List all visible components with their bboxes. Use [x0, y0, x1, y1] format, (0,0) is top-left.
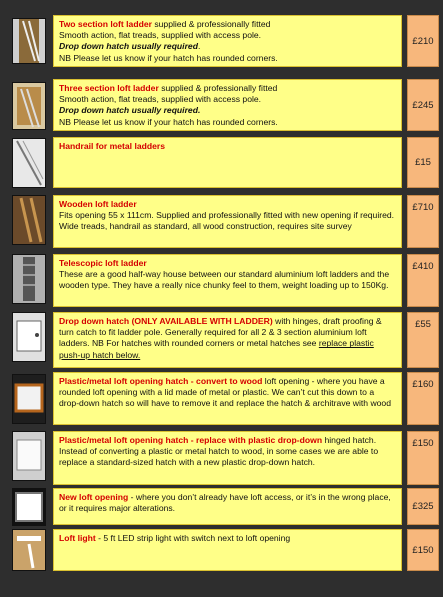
replace-hatch-link[interactable]: replace plastic push-up hatch below. [59, 338, 374, 360]
item-price: £210 [407, 15, 439, 67]
hatch-photo [12, 374, 46, 424]
telescopic-ladder-photo [12, 254, 46, 304]
light-photo [12, 529, 46, 571]
ladder-photo [12, 82, 46, 130]
item-row-convert-to-wood [0, 370, 443, 426]
item-text: supplied & professionally fitted Smooth action, flat treads, supplied with access pole. [59, 19, 271, 41]
item-description [53, 195, 402, 248]
item-description [53, 15, 402, 67]
item-row-wooden-ladder [0, 193, 443, 249]
item-emphasis: Drop down hatch usually required [59, 41, 198, 52]
item-price: £150 [407, 431, 439, 485]
item-text: supplied & professionally fitted Smooth action, flat treads, supplied with access pole. [59, 83, 278, 105]
item-note: . NB Please let us know if your hatch has rounded corners. [59, 41, 278, 63]
item-price: £55 [407, 312, 439, 368]
item-description [53, 529, 402, 571]
item-description [53, 137, 402, 188]
item-row-loft-light [0, 527, 443, 573]
item-row-drop-down-hatch [0, 310, 443, 370]
item-title: Loft light [59, 533, 96, 543]
item-title: Two section loft ladder [59, 19, 152, 29]
item-price: £325 [407, 488, 439, 525]
item-emphasis: Drop down hatch usually required. [59, 105, 201, 116]
item-title: Plastic/metal loft opening hatch - replace with plastic drop-down [59, 435, 323, 445]
item-price: £410 [407, 254, 439, 307]
item-title: Drop down hatch (ONLY AVAILABLE WITH LADDER) [59, 316, 273, 326]
item-row-telescopic-ladder [0, 252, 443, 308]
item-text: with hinges, draft proofing & turn catch to fit ladder pole. Generally required for all 2 & 3 section aluminium loft ladders. NB For hatches with rounded corners or metal hatches see [59, 316, 382, 349]
item-title: Three section loft ladder [59, 83, 159, 93]
item-text: loft opening - where you have a rounded loft opening with a lid made of metal or plastic. We can’t cut this down to a drop-down hatch so will have to remove it and replace the hatch & architrave with wood [59, 376, 391, 409]
item-text: These are a good half-way house between our standard aluminium loft ladders and the wooden type. They have a really nice chunky feel to them, weight loading up to 150Kg. [59, 269, 390, 291]
item-price: £710 [407, 195, 439, 248]
handrail-photo [12, 138, 46, 188]
item-title: Wooden loft ladder [59, 199, 137, 209]
item-price: £160 [407, 372, 439, 425]
item-title: Plastic/metal loft opening hatch - convert to wood [59, 376, 263, 386]
item-description [53, 312, 402, 368]
item-row-two-section-ladder [0, 10, 443, 70]
wooden-ladder-photo [12, 195, 46, 245]
item-row-plastic-drop-down [0, 429, 443, 485]
ladder-photo [12, 18, 46, 64]
item-description [53, 431, 402, 485]
item-text: - where you don’t already have loft access, or it’s in the wrong place, or it requires major alterations. [59, 492, 391, 514]
item-row-new-opening [0, 486, 443, 528]
item-row-three-section-ladder [0, 76, 443, 134]
item-title: Handrail for metal ladders [59, 141, 166, 151]
item-text: Fits opening 55 x 111cm. Supplied and professionally fitted with new opening if required. Wide treads, handrail as standard, all wood construction, requires site survey [59, 210, 395, 232]
hatch-photo [12, 431, 46, 481]
item-row-handrail [0, 135, 443, 191]
item-description [53, 372, 402, 425]
item-title: Telescopic loft ladder [59, 258, 147, 268]
item-description [53, 254, 402, 307]
item-price: £150 [407, 529, 439, 571]
item-price: £15 [407, 137, 439, 188]
item-description [53, 488, 402, 525]
item-title: New loft opening [59, 492, 129, 502]
item-text: - 5 ft LED strip light with switch next to loft opening [95, 533, 291, 543]
item-note: NB Please let us know if your hatch has rounded corners. [59, 116, 278, 127]
opening-photo [12, 488, 46, 526]
item-text: hinged hatch. Instead of converting a plastic or metal hatch to wood, in some cases we are able to replace a standard-sized hatch with a new plastic drop-down hatch. [59, 435, 379, 468]
hatch-photo [12, 312, 46, 362]
item-price: £245 [407, 79, 439, 131]
item-description [53, 79, 402, 131]
